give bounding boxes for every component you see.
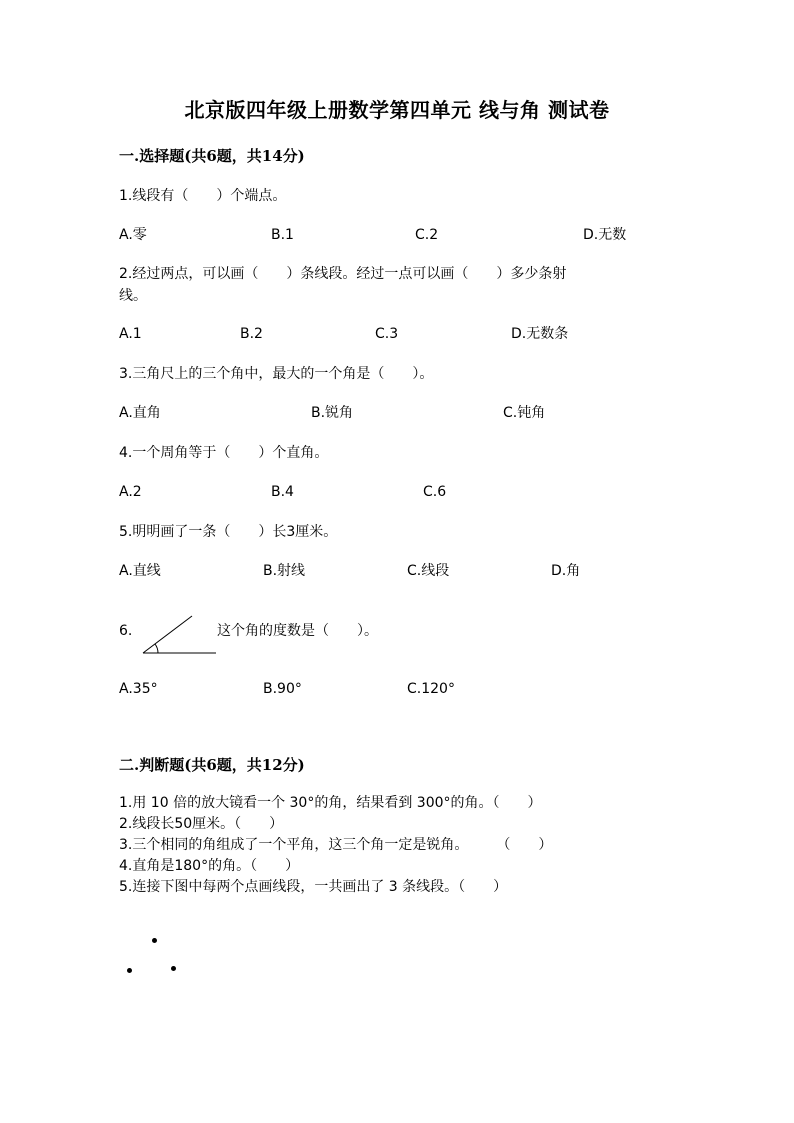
point-top bbox=[152, 938, 157, 943]
angle-slanted-ray bbox=[143, 616, 192, 653]
judge-item-4: 4.直角是180°的角。（ ） bbox=[119, 858, 300, 874]
q5-option-b: B.射线 bbox=[263, 563, 306, 579]
q4-option-c: C.6 bbox=[423, 484, 447, 500]
q1-option-a: A.零 bbox=[119, 227, 147, 243]
question-3: 3.三角尺上的三个角中，最大的一个角是（ ）。 bbox=[119, 366, 434, 382]
q6-option-a: A.35° bbox=[119, 681, 158, 697]
q3-option-c: C.钝角 bbox=[503, 405, 546, 421]
q1-option-b: B.1 bbox=[271, 227, 294, 243]
q5-option-a: A.直线 bbox=[119, 563, 161, 579]
section1-heading: 一.选择题(共6题，共14分) bbox=[119, 147, 305, 165]
q4-option-a: A.2 bbox=[119, 484, 142, 500]
q6-option-b: B.90° bbox=[263, 681, 302, 697]
page-title: 北京版四年级上册数学第四单元 线与角 测试卷 bbox=[184, 98, 610, 122]
question-2-line2: 线。 bbox=[119, 288, 147, 304]
point-left bbox=[127, 968, 132, 973]
q3-option-b: B.锐角 bbox=[311, 405, 354, 421]
q6-option-c: C.120° bbox=[407, 681, 455, 697]
angle-figure bbox=[140, 602, 220, 658]
q1-option-c: C.2 bbox=[415, 227, 439, 243]
judge-item-1: 1.用 10 倍的放大镜看一个 30°的角，结果看到 300°的角。（ ） bbox=[119, 795, 542, 811]
q2-option-b: B.2 bbox=[240, 326, 263, 342]
section2-heading: 二.判断题(共6题，共12分) bbox=[119, 756, 305, 774]
judge-item-3: 3.三个相同的角组成了一个平角，这三个角一定是锐角。 （ ） bbox=[119, 837, 553, 853]
q4-option-b: B.4 bbox=[271, 484, 294, 500]
question-1: 1.线段有（ ）个端点。 bbox=[119, 188, 287, 204]
judge-item-5: 5.连接下图中每两个点画线段，一共画出了 3 条线段。（ ） bbox=[119, 879, 508, 895]
question-2-line1: 2.经过两点，可以画（ ）条线段。经过一点可以画（ ）多少条射 bbox=[119, 266, 567, 282]
q1-option-d: D.无数 bbox=[583, 227, 627, 243]
judge-item-2: 2.线段长50厘米。（ ） bbox=[119, 816, 284, 832]
question-6-number: 6. bbox=[119, 623, 133, 639]
q2-option-a: A.1 bbox=[119, 326, 142, 342]
q2-option-d: D.无数条 bbox=[511, 326, 569, 342]
q5-option-d: D.角 bbox=[551, 563, 581, 579]
point-right bbox=[171, 966, 176, 971]
question-5: 5.明明画了一条（ ）长3厘米。 bbox=[119, 524, 338, 540]
q2-option-c: C.3 bbox=[375, 326, 399, 342]
q3-option-a: A.直角 bbox=[119, 405, 161, 421]
question-4: 4.一个周角等于（ ）个直角。 bbox=[119, 445, 329, 461]
angle-arc bbox=[155, 644, 158, 653]
q5-option-c: C.线段 bbox=[407, 563, 450, 579]
question-6: 这个角的度数是（ ）。 bbox=[217, 623, 378, 639]
